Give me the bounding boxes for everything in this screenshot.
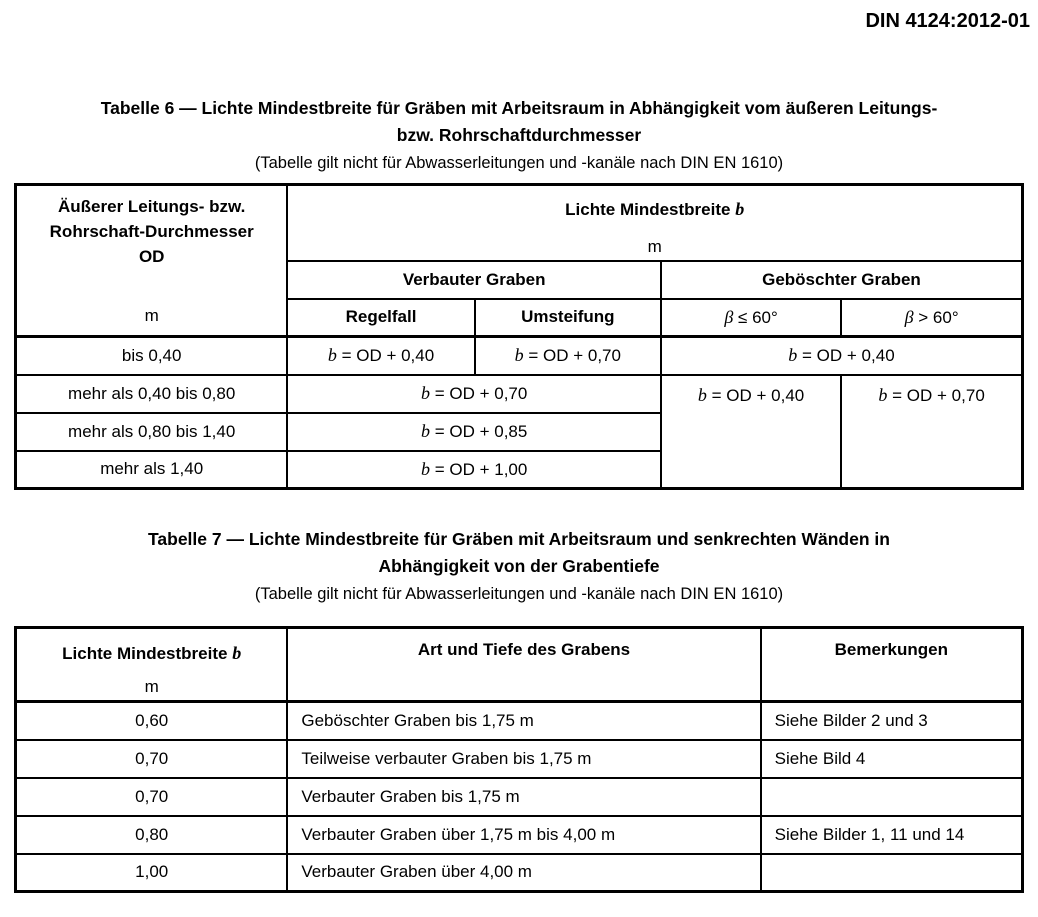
t7-header-mindestbreite-title: Lichte Mindestbreite (62, 644, 228, 663)
t7-r5-bem (761, 854, 1023, 892)
formula-var: b (514, 345, 524, 366)
table6-row2 (16, 375, 1023, 413)
t6-r2-beta-gt (841, 375, 1022, 489)
table6-caption-line1: Tabelle 6 — Lichte Mindestbreite für Gräben mit Arbeitsraum in Abhängigkeit vom äußeren Leitungs- (100, 98, 938, 118)
t7-r5-b: 1,00 (16, 854, 288, 892)
t6-header-mindestbreite-unit: m (647, 236, 662, 256)
t6-r1-geboescht (661, 337, 1023, 375)
t7-r3-b: 0,70 (16, 778, 288, 816)
formula-rest: = OD + 0,40 (341, 346, 435, 366)
formula-rest: = OD + 0,70 (528, 346, 621, 366)
t6-header-beta-le-60-var: β (724, 306, 734, 327)
t6-header-beta-gt-60-rest: > 60° (918, 307, 959, 327)
doc-reference: DIN 4124:2012-01 (865, 10, 1030, 32)
table6-row1 (16, 337, 1023, 375)
formula-rest: = OD + 0,85 (434, 422, 528, 441)
table6-header-row1 (16, 185, 1023, 261)
t6-header-od-line1: Äußerer Leitungs- bzw. (58, 196, 246, 216)
table7-caption-line1: Tabelle 7 — Lichte Mindestbreite für Gräben mit Arbeitsraum und senkrechten Wänden in (148, 529, 890, 549)
table7-caption (0, 526, 1038, 580)
t6-r4-verbaut (287, 451, 661, 489)
table7-row2 (16, 740, 1023, 778)
t6-r3-verbaut (287, 413, 661, 451)
table7 (14, 626, 1024, 893)
t6-r4-od: mehr als 1,40 (16, 451, 288, 489)
formula-rest: = OD + 0,40 (711, 385, 805, 405)
table6 (14, 183, 1024, 490)
t7-header-mindestbreite-unit: m (144, 677, 159, 696)
table7-row5 (16, 854, 1023, 892)
t7-r2-bem: Siehe Bild 4 (761, 740, 1023, 778)
t7-header-mindestbreite (16, 628, 288, 702)
formula-var: b (420, 458, 430, 479)
formula-var: b (420, 383, 430, 403)
t6-r1-od: bis 0,40 (16, 337, 288, 375)
formula-rest: = OD + 0,40 (802, 346, 895, 366)
t6-header-geboeschter-graben: Geböschter Graben (661, 261, 1023, 299)
table7-caption-line2: Abhängigkeit von der Grabentiefe (378, 556, 660, 576)
t6-header-mindestbreite-var: b (735, 198, 745, 219)
t7-r4-art: Verbauter Graben über 1,75 m bis 4,00 m (287, 816, 760, 854)
table7-header-row (16, 628, 1023, 702)
t7-r1-art: Geböschter Graben bis 1,75 m (287, 702, 760, 740)
t6-header-od-line2: Rohrschaft-Durchmesser (49, 221, 254, 241)
table7-row1 (16, 702, 1023, 740)
t7-r3-art: Verbauter Graben bis 1,75 m (287, 778, 760, 816)
t7-r2-b: 0,70 (16, 740, 288, 778)
t7-r1-b: 0,60 (16, 702, 288, 740)
table6-caption (0, 95, 1038, 149)
t7-header-mindestbreite-var: b (232, 643, 242, 663)
t7-header-bemerkungen: Bemerkungen (761, 628, 1023, 702)
t7-r4-b: 0,80 (16, 816, 288, 854)
t6-header-mindestbreite (287, 185, 1022, 261)
t6-header-od-unit: m (144, 305, 159, 325)
t7-header-art-tiefe: Art und Tiefe des Grabens (287, 628, 760, 702)
t6-header-od-line3: OD (138, 246, 165, 266)
table7-row3 (16, 778, 1023, 816)
t7-r5-art: Verbauter Graben über 4,00 m (287, 854, 760, 892)
t7-r3-bem (761, 778, 1023, 816)
t6-header-verbauter-graben: Verbauter Graben (287, 261, 661, 299)
t7-r1-bem: Siehe Bilder 2 und 3 (761, 702, 1023, 740)
t6-header-beta-le-60-rest: ≤ 60° (738, 307, 778, 327)
formula-rest: = OD + 1,00 (434, 459, 528, 479)
formula-var: b (327, 345, 337, 366)
t6-header-beta-gt-60 (841, 299, 1022, 337)
formula-var: b (697, 384, 707, 405)
t6-r3-od: mehr als 0,80 bis 1,40 (16, 413, 288, 451)
t6-r1-umsteifung (475, 337, 661, 375)
formula-var: b (878, 384, 888, 405)
formula-var: b (788, 345, 798, 366)
t6-r1-regelfall (287, 337, 474, 375)
table6-caption-line2: bzw. Rohrschaftdurchmesser (396, 125, 642, 145)
formula-rest: = OD + 0,70 (892, 385, 985, 405)
table7-note: (Tabelle gilt nicht für Abwasserleitungen und -kanäle nach DIN EN 1610) (254, 585, 784, 603)
t7-r2-art: Teilweise verbauter Graben bis 1,75 m (287, 740, 760, 778)
t6-header-beta-le-60 (661, 299, 841, 337)
formula-var: b (420, 421, 430, 441)
t6-header-beta-gt-60-var: β (904, 306, 914, 327)
table6-note: (Tabelle gilt nicht für Abwasserleitungen und -kanäle nach DIN EN 1610) (254, 154, 784, 172)
t7-r4-bem: Siehe Bilder 1, 11 und 14 (761, 816, 1023, 854)
table7-row4 (16, 816, 1023, 854)
t6-r2-beta-le (661, 375, 841, 489)
t6-header-regelfall: Regelfall (287, 299, 474, 337)
t6-r2-verbaut (287, 375, 661, 413)
t6-r2-od: mehr als 0,40 bis 0,80 (16, 375, 288, 413)
t6-header-umsteifung: Umsteifung (475, 299, 661, 337)
t6-header-mindestbreite-title: Lichte Mindestbreite (565, 199, 731, 219)
formula-rest: = OD + 0,70 (434, 384, 528, 403)
t6-header-od (16, 185, 288, 337)
